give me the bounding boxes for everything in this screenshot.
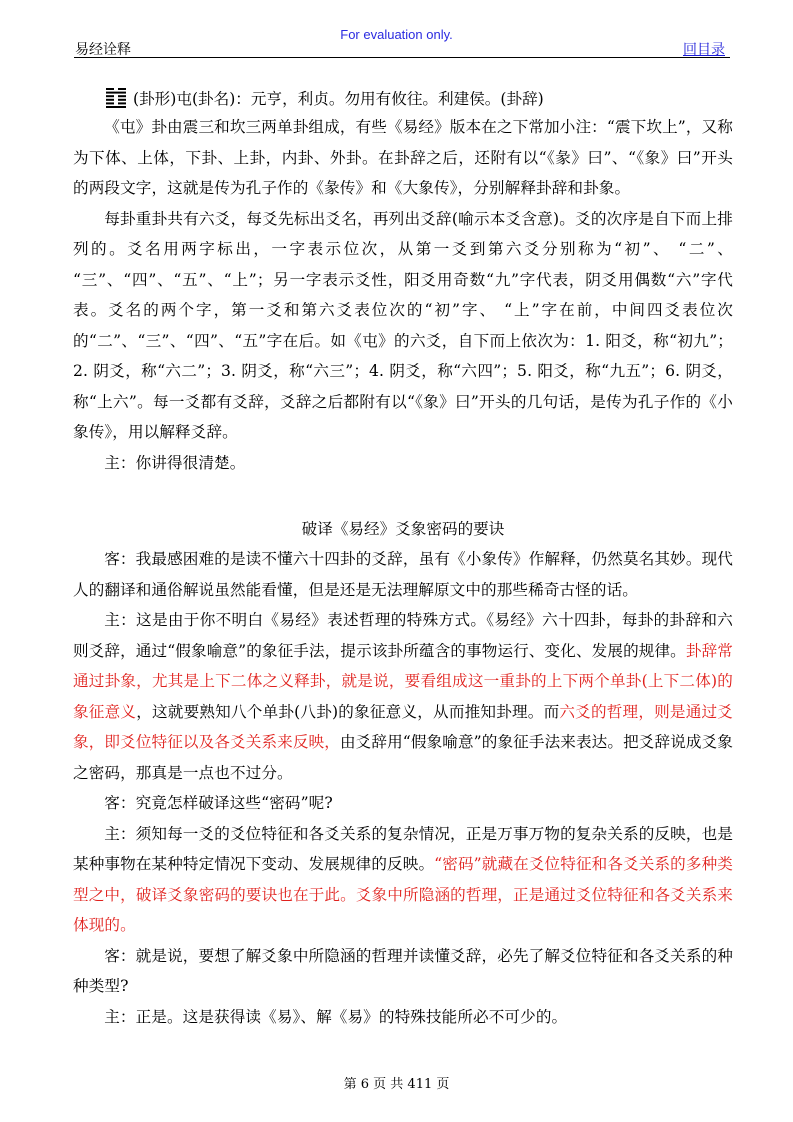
- hexagram-zhun-icon: [105, 87, 127, 109]
- paragraph-host-answer-1: [73, 605, 733, 788]
- section-title: 破译《易经》爻象密码的要诀: [301, 520, 505, 538]
- highlight-text: “密码”就藏在爻位特征和各爻关系的多种类型之中，破译爻象密码的要诀也在于此。爻象中所隐涵的哲理，正是通过爻位特征和各爻关系来体现的。: [73, 855, 733, 934]
- paragraph-host-reply: 主：你讲得很清楚。: [104, 453, 246, 472]
- evaluation-watermark: For evaluation only.: [340, 27, 453, 42]
- paragraph-zhun-structure: 《屯》卦由震三和坎三两单卦组成，有些《易经》版本在之下常加小注：“震下坎上”，又称为下体、上体，下卦、上卦，内卦、外卦。在卦辞之后，还附有以“《彖》曰”、“《象》曰”开头的两段文字，这就是传为孔子作的《彖传》和《大象传》，分别解释卦辞和卦象。: [73, 118, 733, 197]
- text-run: 主：须知每一爻的爻位特征和各爻关系的复杂情况，正是万事万物的复杂关系的反映，也是某种事物在某种特定情况下变动、发展规律的反映。: [73, 824, 733, 873]
- paragraph-host-answer-2: [73, 819, 733, 941]
- highlight-text: 六爻的哲理，则是通过爻象，即爻位特征以及各爻关系来反映，: [73, 702, 733, 751]
- paragraph-guest-question-2: 客：究竟怎样破译这些“密码”呢?: [104, 794, 333, 812]
- text-run: ，这就要熟知八个单卦(八卦)的象征意义，从而推知卦理。而: [136, 702, 560, 721]
- text-run: 由爻辞用“假象喻意”的象征手法来表达。把爻辞说成爻象之密码，那真是一点也不过分。: [73, 733, 734, 782]
- page-footer: 第 6 页 共 411 页: [343, 1077, 450, 1092]
- gua-line: [105, 84, 733, 112]
- toc-link[interactable]: 回目录: [683, 42, 725, 58]
- highlight-text: 卦辞常通过卦象，尤其是上下二体之义释卦，就是说，要看组成这一重卦的上下两个单卦(上下二体)的象征意义: [73, 641, 733, 721]
- header-rule: [74, 57, 730, 58]
- paragraph-host-answer-3: 主：正是。这是获得读《易》、解《易》的特殊技能所必不可少的。: [104, 1007, 568, 1026]
- page-body: [73, 84, 733, 1032]
- paragraph-guest-question-3: 客：就是说，要想了解爻象中所隐涵的哲理并读懂爻辞，必先了解爻位特征和各爻关系的种种类型?: [73, 946, 733, 995]
- paragraph-guest-question-1: 客：我最感困难的是读不懂六十四卦的爻辞，虽有《小象传》作解释，仍然莫名其妙。现代人的翻译和通俗解说虽然能看懂，但是还是无法理解原文中的那些稀奇古怪的话。: [73, 550, 733, 599]
- header-book-title: 易经诠释: [75, 42, 131, 58]
- paragraph-yao-names: 每卦重卦共有六爻，每爻先标出爻名，再列出爻辞(喻示本爻含意)。爻的次序是自下而上排列的。爻名用两字标出，一字表示位次，从第一爻到第六爻分别称为“初”、 “二”、 “三”、“四”、“五”、“上”；另一字表示爻性，阳爻用奇数“九”字代表，阴爻用偶数“六”字代表。爻名的两个字，第一爻和第六爻表位次的“初”字、 “上”字在前，中间四爻表位次的“二”、“三”、“四”、“五”字在后。如《屯》的六爻，自下而上依次为：1. 阳爻，称“初九”；2. 阴爻，称“六二”；3. 阴爻，称“六三”；4. 阴爻，称“六四”；5. 阳爻，称“九五”；6. 阴爻，称“上六”。每一爻都有爻辞，爻辞之后都附有以“《象》曰”开头的几句话，是传为孔子作的《小象传》，用以解释爻辞。: [73, 209, 733, 441]
- text-run: 主：这是由于你不明白《易经》表述哲理的特殊方式。《易经》六十四卦，每卦的卦辞和六则爻辞，通过“假象喻意”的象征手法，提示该卦所蕴含的事物运行、变化、发展的规律。: [73, 611, 733, 660]
- gua-text: (卦形)屯(卦名)：元亨，利贞。勿用有攸往。利建侯。(卦辞): [133, 90, 544, 108]
